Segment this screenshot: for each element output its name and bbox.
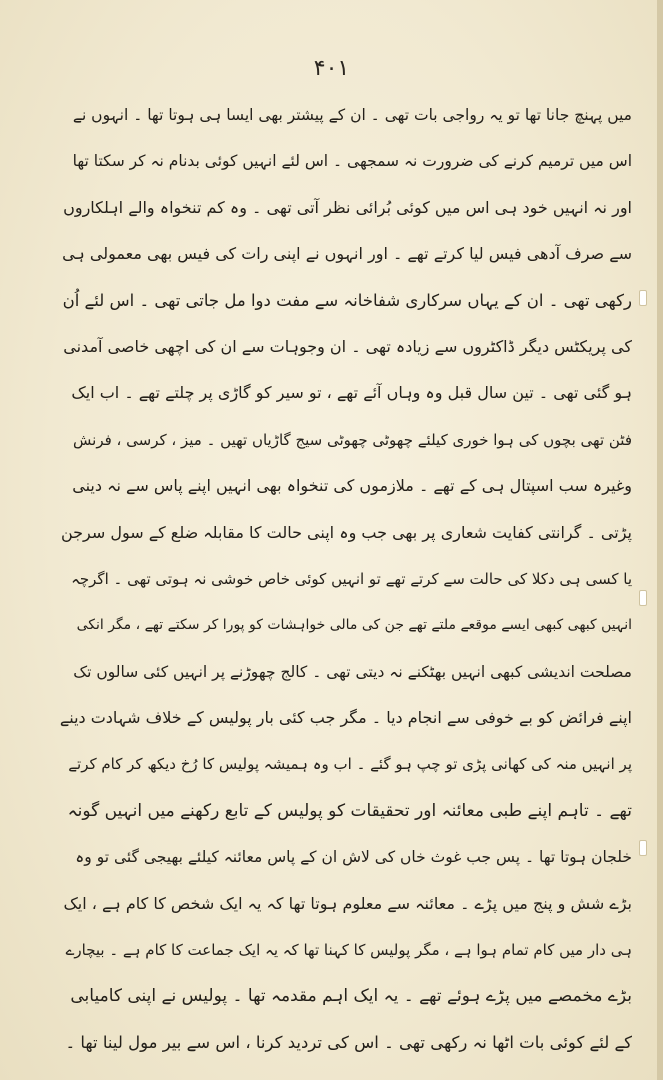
text-line: تھے ۔ تاہم اپنے طبی معائنہ اور تحقیقات کو پولیس کے تابع رکھنے میں انہیں گونہ [67, 800, 632, 821]
text-line: سے صرف آدھی فیس لیا کرتے تھے ۔ اور انہوں نے اپنی رات کی فیس بھی معمولی ہی [62, 244, 632, 264]
text-line: بڑے شش و پنج میں پڑے ۔ معائنہ سے معلوم ہوتا تھا کہ یہ ایک شخص کا کام ہے ، ایک [63, 893, 632, 913]
page-number: ۴۰۱ [313, 56, 350, 81]
text-line: پڑتی ۔ گرانتی کفایت شعاری پر بھی جب وہ اپنی حالت کا مقابلہ ضلع کے سول سرجن [60, 522, 632, 542]
page-body-text [60, 92, 632, 1066]
text-line: انہیں کبھی کبھی ایسے موقعے ملتے تھے جن کی مالی خواہشات کو پورا کر سکتے تھے ، مگر انکی [76, 617, 632, 634]
text-line: اس میں ترمیم کرنے کی ضرورت نہ سمجھی ۔ اس لئے انہیں کوئی بدنام نہ کر سکتا تھا [72, 152, 632, 171]
binding-hole [639, 840, 647, 856]
text-line: مصلحت اندیشی کبھی انہیں بھٹکنے نہ دیتی تھی ۔ کالج چھوڑنے پر انہیں کئی سالوں تک [73, 662, 632, 681]
text-line: ہی دار میں کام تمام ہوا ہے ، مگر پولیس کا کہنا تھا کہ یہ ایک جماعت کا کام ہے ۔ بیچارے [65, 941, 632, 960]
text-line: بڑے مخمصے میں پڑے ہوئے تھے ۔ یہ ایک اہم مقدمہ تھا ۔ پولیس نے اپنی کامیابی [70, 986, 632, 1007]
text-line: کے لئے کوئی بات اٹھا نہ رکھی تھی ۔ اس کی تردید کرنا ، اس سے بیر مول لینا تھا ۔ [65, 1032, 632, 1052]
text-line: یا کسی ہی دکلا کی حالت سے کرتے تھے تو انہیں کوئی خاص خوشی نہ ہوتی تھی ۔ اگرچہ [71, 569, 632, 588]
text-line: رکھی تھی ۔ ان کے یہاں سرکاری شفاخانہ سے مفت دوا مل جاتی تھی ۔ اس لئے اُن [62, 290, 632, 310]
text-line: پر انہیں منہ کی کھانی پڑی تو چپ ہو گئے ۔ اب وہ ہمیشہ پولیس کا رُخ دیکھ کر کام کرتے [68, 755, 632, 774]
text-line: اور نہ انہیں خود ہی اس میں کوئی بُرائی نظر آتی تھی ۔ وہ کم تنخواہ والے اہلکاروں [63, 197, 632, 217]
text-line: ہو گئی تھی ۔ تین سال قبل وہ وہاں آئے تھے ، تو سیر کو گاڑی پر چلتے تھے ۔ اب ایک [71, 383, 632, 403]
binding-hole [639, 290, 647, 306]
binding-hole [639, 590, 647, 606]
text-line: فٹن تھی بچوں کی ہوا خوری کیلئے چھوٹی چھوٹی سیج گاڑیاں تھیں ۔ میز ، کرسی ، فرنش [73, 430, 632, 449]
text-line: وغیرہ سب اسپتال ہی کے تھے ۔ ملازموں کی تنخواہ بھی انہیں اپنے پاس سے نہ دینی [72, 476, 632, 496]
text-line: میں پہنچ جانا تھا تو یہ رواجی بات تھی ۔ ان کے پیشتر بھی ایسا ہی ہوتا تھا ۔ انہوں نے [72, 106, 632, 124]
text-line: کی پریکٹس دیگر ڈاکٹروں سے زیادہ تھی ۔ ان وجوہات سے ان کی اچھی خاصی آمدنی [63, 336, 632, 356]
text-line: اپنے فرائض کو بے خوفی سے انجام دیا ۔ مگر جب کئی بار پولیس کے خلاف شہادت دینے [60, 708, 632, 728]
text-line: خلجان ہوتا تھا ۔ پس جب غوث خاں کی لاش ان کے پاس معائنہ کیلئے بھیجی گئی تو وہ [75, 848, 632, 867]
